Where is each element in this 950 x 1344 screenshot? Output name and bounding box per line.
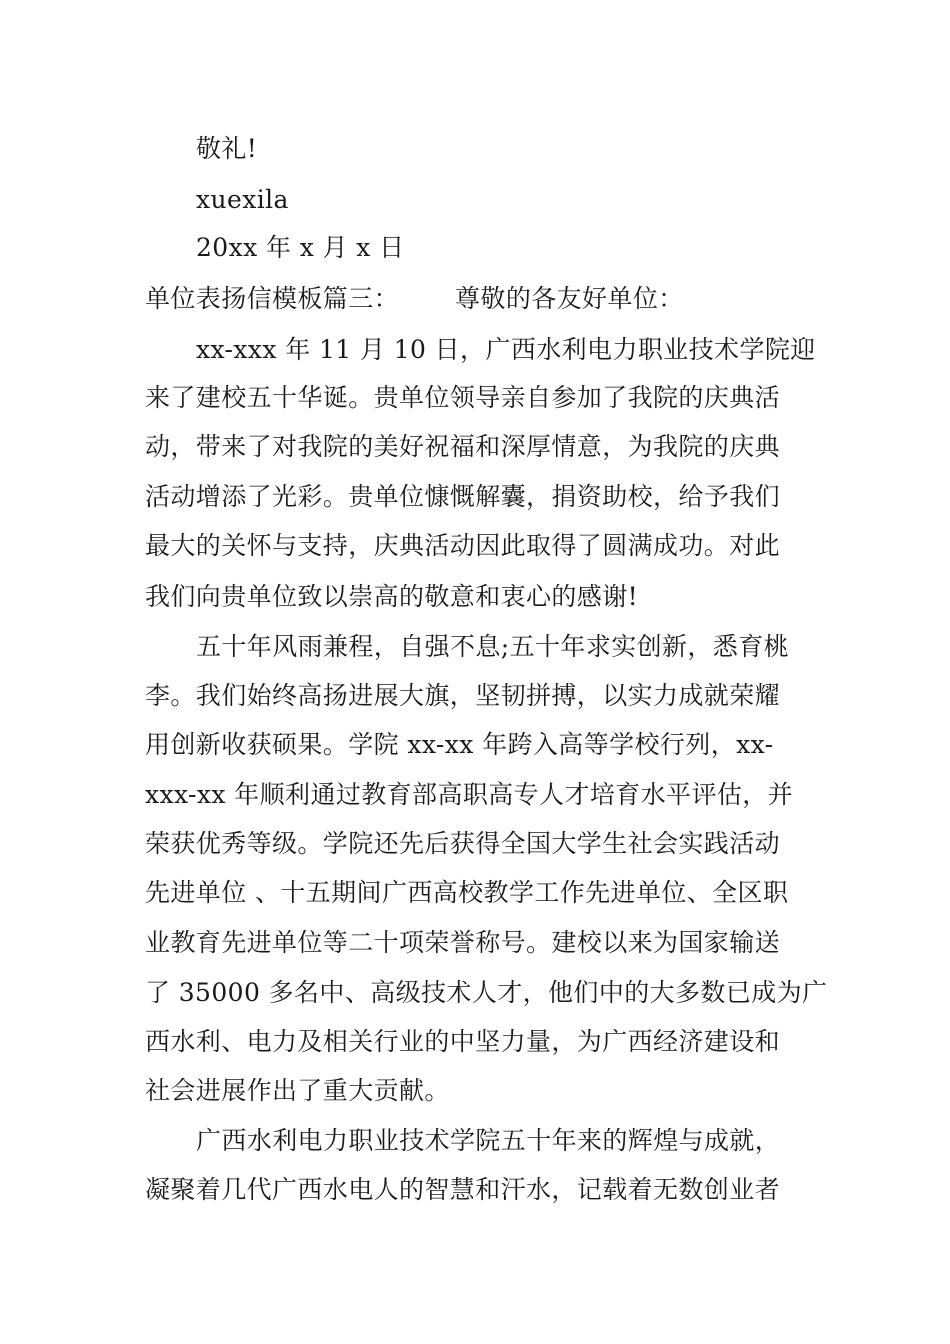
closing-salute: 敬礼!	[196, 134, 258, 163]
section-heading-line	[145, 284, 684, 314]
paragraph-2-line-3: 用创新收获硕果。学院 xx-xx 年跨入高等学校行列，xx-	[145, 730, 774, 759]
paragraph-2-line-10: 社会进展作出了重大贡献。	[145, 1076, 450, 1105]
paragraph-2-line-6: 先进单位 、十五期间广西高校教学工作先进单位、全区职	[145, 878, 789, 907]
paragraph-2-line-2: 李。我们始终高扬进展大旗，坚韧拼搏，以实力成就荣耀	[145, 681, 781, 710]
paragraph-1-line-6: 我们向贵单位致以崇高的敬意和衷心的感谢!	[145, 582, 639, 611]
paragraph-2-line-8: 了 35000 多名中、高级技术人才，他们中的大多数已成为广	[145, 978, 828, 1007]
paragraph-3-line-2: 凝聚着几代广西水电人的智慧和汗水，记载着无数创业者	[145, 1175, 781, 1204]
paragraph-3-line-1: 广西水利电力职业技术学院五十年来的辉煌与成就，	[196, 1126, 781, 1155]
greeting: 尊敬的各友好单位：	[455, 284, 684, 313]
paragraph-1-line-2: 来了建校五十华诞。贵单位领导亲自参加了我院的庆典活	[145, 383, 781, 412]
paragraph-1-line-5: 最大的关怀与支持，庆典活动因此取得了圆满成功。对此	[145, 531, 781, 560]
section-heading: 单位表扬信模板篇三：	[145, 284, 400, 313]
paragraph-1-line-3: 动，带来了对我院的美好祝福和深厚情意，为我院的庆典	[145, 432, 781, 461]
paragraph-2-line-1: 五十年风雨兼程，自强不息;五十年求实创新，悉育桃	[196, 632, 790, 661]
paragraph-1-line-1: xx-xxx 年 11 月 10 日，广西水利电力职业技术学院迎	[196, 335, 816, 364]
letter-date: 20xx 年 x 月 x 日	[196, 233, 405, 262]
paragraph-2-line-9: 西水利、电力及相关行业的中坚力量，为广西经济建设和	[145, 1027, 781, 1056]
paragraph-1-line-4: 活动增添了光彩。贵单位慷慨解囊，捐资助校，给予我们	[145, 482, 781, 511]
signature: xuexila	[196, 185, 289, 214]
paragraph-2-line-4: xxx-xx 年顺利通过教育部高职高专人才培育水平评估，并	[145, 780, 794, 809]
paragraph-2-line-7: 业教育先进单位等二十项荣誉称号。建校以来为国家输送	[145, 928, 781, 957]
paragraph-2-line-5: 荣获优秀等级。学院还先后获得全国大学生社会实践活动	[145, 829, 781, 858]
